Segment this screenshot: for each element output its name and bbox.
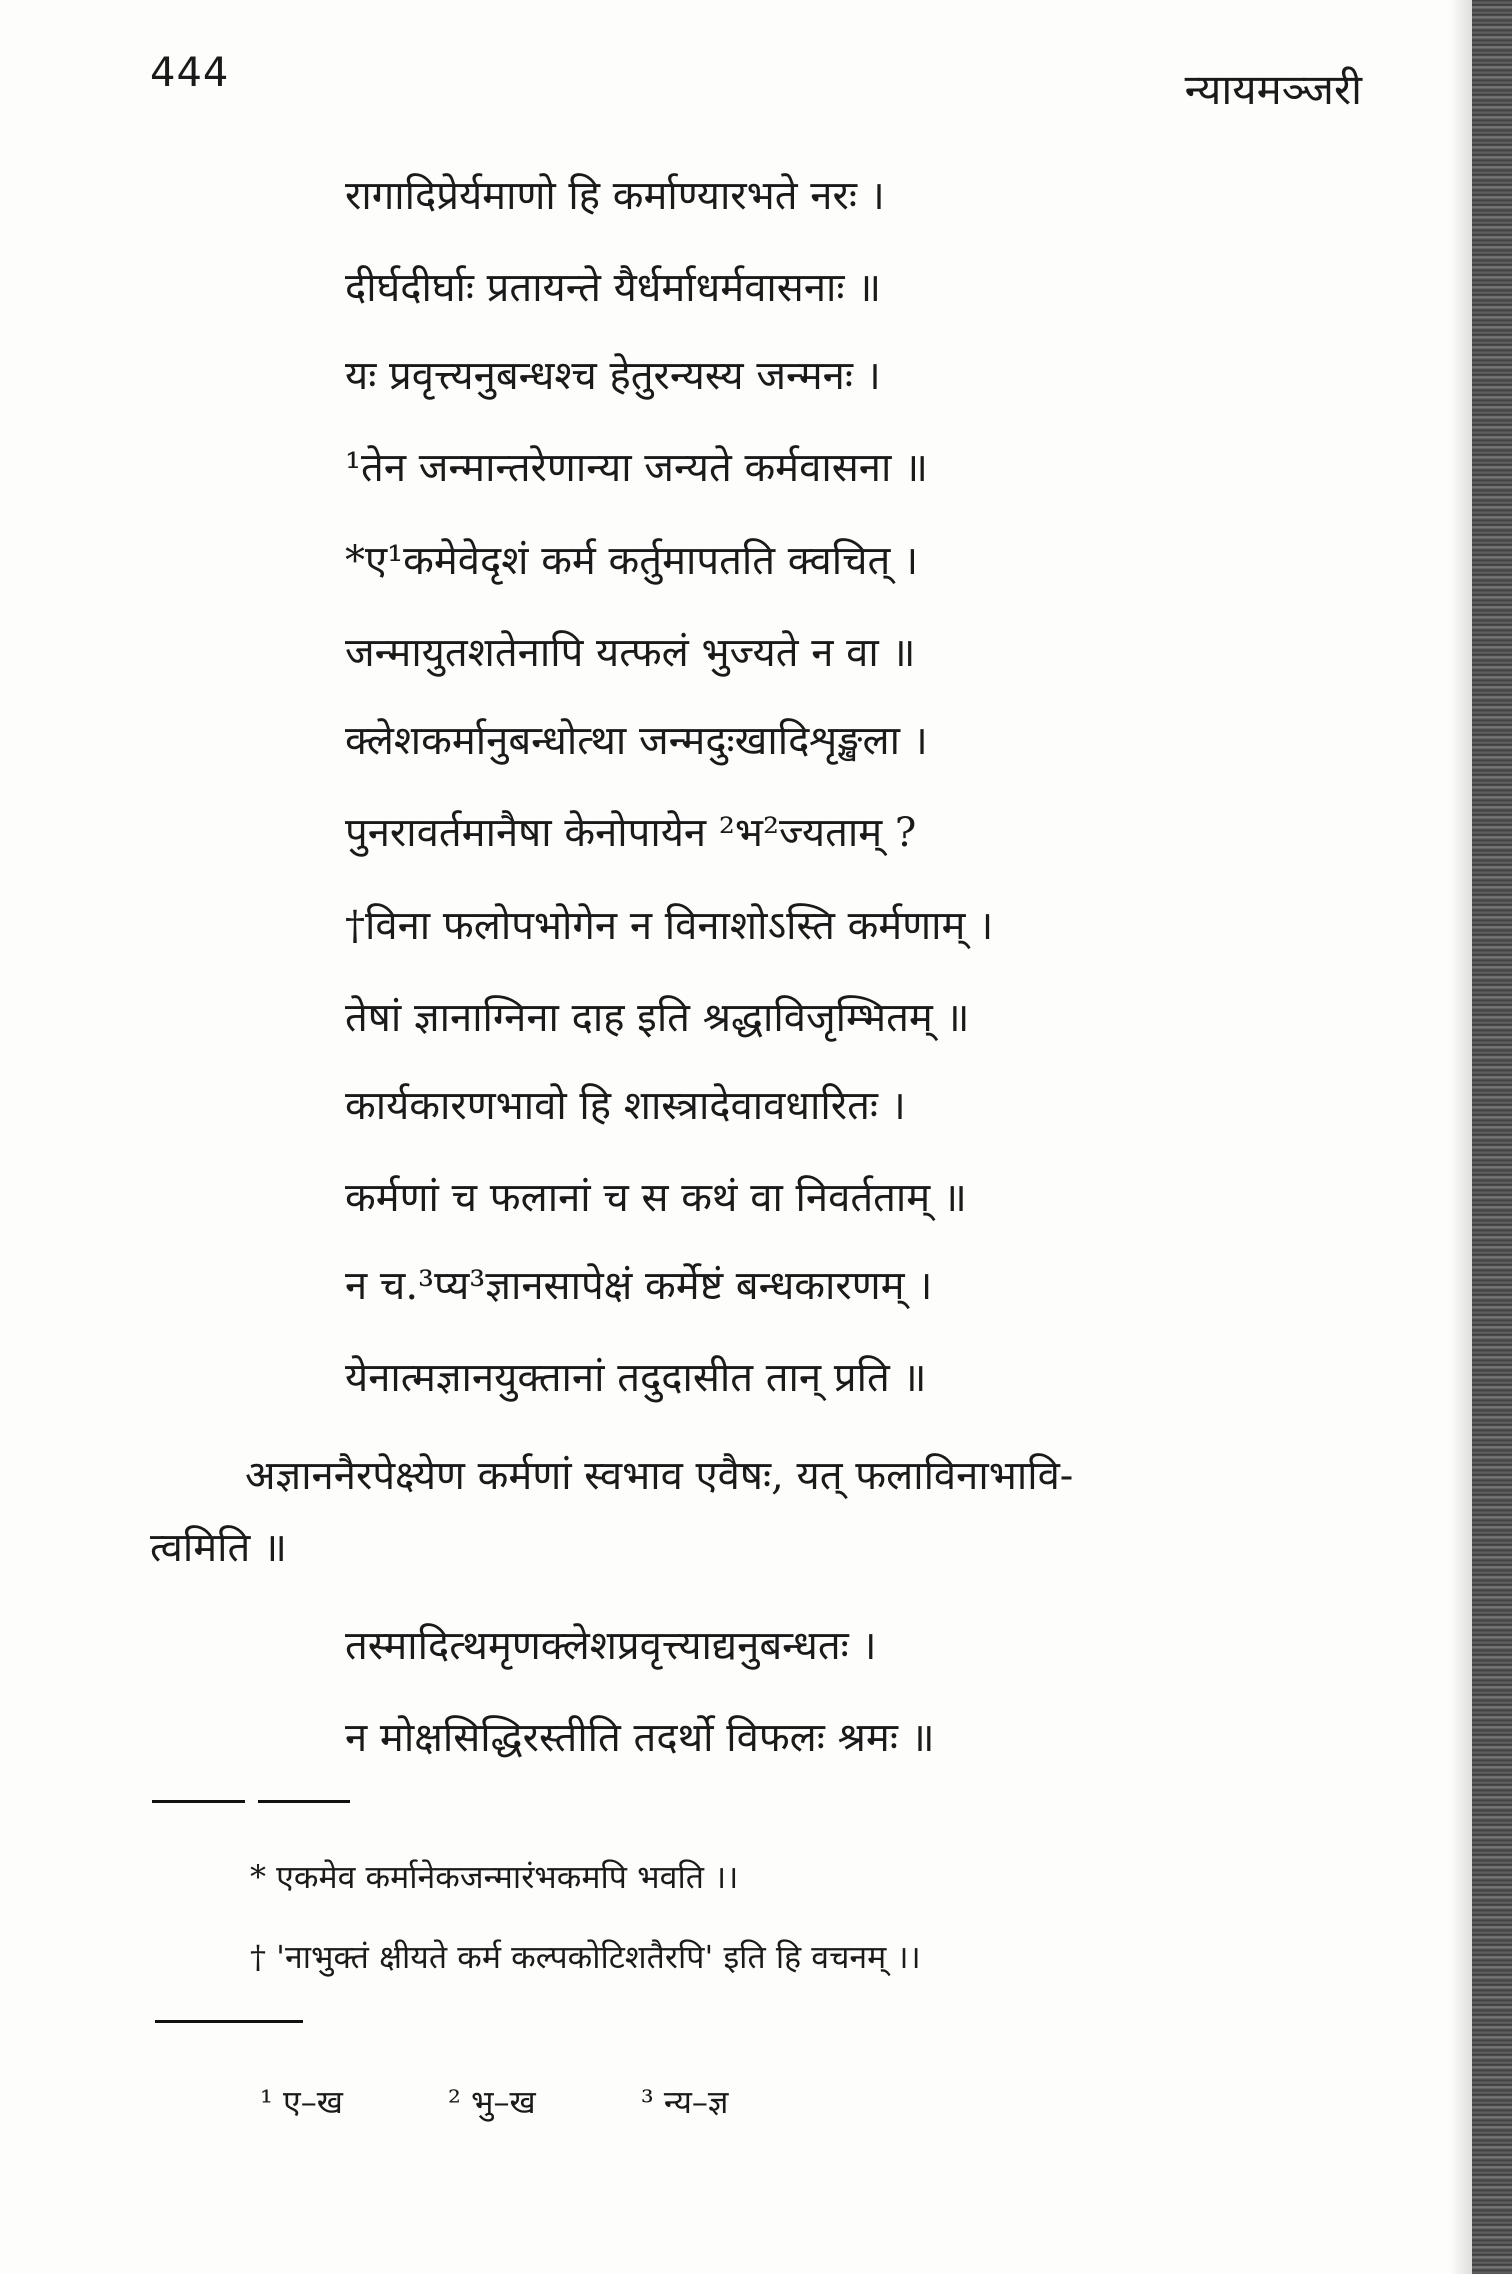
footnote-asterisk: * एकमेव कर्मानेकजन्मारंभकमपि भवति ।। — [250, 1858, 739, 1896]
verse-block-upper — [345, 1240, 1395, 1424]
verse-line: *ए¹कमेवेदृशं कर्म कर्तुमापतति क्वचित् । — [345, 538, 919, 584]
verse-block-upper — [345, 330, 1395, 514]
prose-paragraph — [150, 1440, 1360, 1584]
verse-line: कार्यकारणभावो हि शास्त्रादेवावधारितः । — [345, 1083, 906, 1129]
verse-line: तस्मादित्थमृणक्लेशप्रवृत्त्याद्यनुबन्धतः । — [345, 1623, 877, 1669]
verse-line: यः प्रवृत्त्यनुबन्धश्च हेतुरन्यस्य जन्मनः । — [345, 353, 881, 399]
variants-rule — [155, 2020, 303, 2023]
verse-line: ¹तेन जन्मान्तरेणान्या जन्यते कर्मवासना ॥ — [345, 445, 928, 491]
footnote-rule-segment — [258, 1800, 350, 1803]
prose-line-2: त्वमिति ॥ — [150, 1525, 287, 1571]
verse-line: पुनरावर्तमानैषा केनोपायेन ²भ²ज्यताम् ? — [345, 810, 917, 856]
verse-block-upper — [345, 695, 1395, 879]
page-number: 444 — [150, 50, 230, 96]
verse-line: तेषां ज्ञानाग्निना दाह इति श्रद्धाविजृम्भितम् ॥ — [345, 995, 970, 1041]
verse-block-upper — [345, 515, 1395, 699]
verse-line: न मोक्षसिद्धिरस्तीति तदर्थो विफलः श्रमः ॥ — [345, 1715, 935, 1761]
footnote-dagger: † 'नाभुक्तं क्षीयते कर्म कल्पकोटिशतैरपि' इति हि वचनम् ।। — [250, 1938, 921, 1976]
binding-shadow — [1450, 0, 1472, 2274]
variant-reading: ³ न्य–ज्ञ — [640, 2083, 729, 2121]
verse-line: येनात्मज्ञानयुक्तानां तदुदासीत तान् प्रति ॥ — [345, 1355, 927, 1401]
verse-block-upper — [345, 1060, 1395, 1244]
verse-line: रागादिप्रेर्यमाणो हि कर्माण्यारभते नरः । — [345, 173, 885, 219]
verse-line: कर्मणां च फलानां च स कथं वा निवर्तताम् ॥ — [345, 1175, 967, 1221]
verse-line: क्लेशकर्मानुबन्धोत्था जन्मदुःखादिशृङ्खला । — [345, 718, 928, 764]
verse-line: दीर्घदीर्घाः प्रतायन्ते यैर्धर्माधर्मवासनाः ॥ — [345, 265, 882, 311]
verse-block-upper — [345, 880, 1395, 1064]
verse-block-upper — [345, 150, 1395, 334]
verse-line: †विना फलोपभोगेन न विनाशोऽस्ति कर्मणाम् । — [345, 903, 994, 949]
binding-edge — [1472, 0, 1512, 2274]
variant-readings — [260, 2080, 823, 2123]
variant-reading: ² भु–ख — [448, 2083, 536, 2121]
prose-line-1: अज्ञाननैरपेक्ष्येण कर्मणां स्वभाव एवैषः, यत् फलाविनाभावि- — [245, 1453, 1074, 1499]
footnote-rule-segment — [152, 1800, 245, 1803]
verse-line: न च.³प्य³ज्ञानसापेक्षं कर्मेष्टं बन्धकारणम् । — [345, 1263, 933, 1309]
running-title: न्यायमञ्जरी — [1184, 65, 1362, 114]
verse-block-lower — [345, 1600, 1395, 1784]
variant-reading: ¹ ए–ख — [260, 2083, 343, 2121]
prose-line — [150, 1512, 1360, 1584]
prose-line — [150, 1440, 1360, 1512]
verse-line: जन्मायुतशतेनापि यत्फलं भुज्यते न वा ॥ — [345, 630, 916, 676]
